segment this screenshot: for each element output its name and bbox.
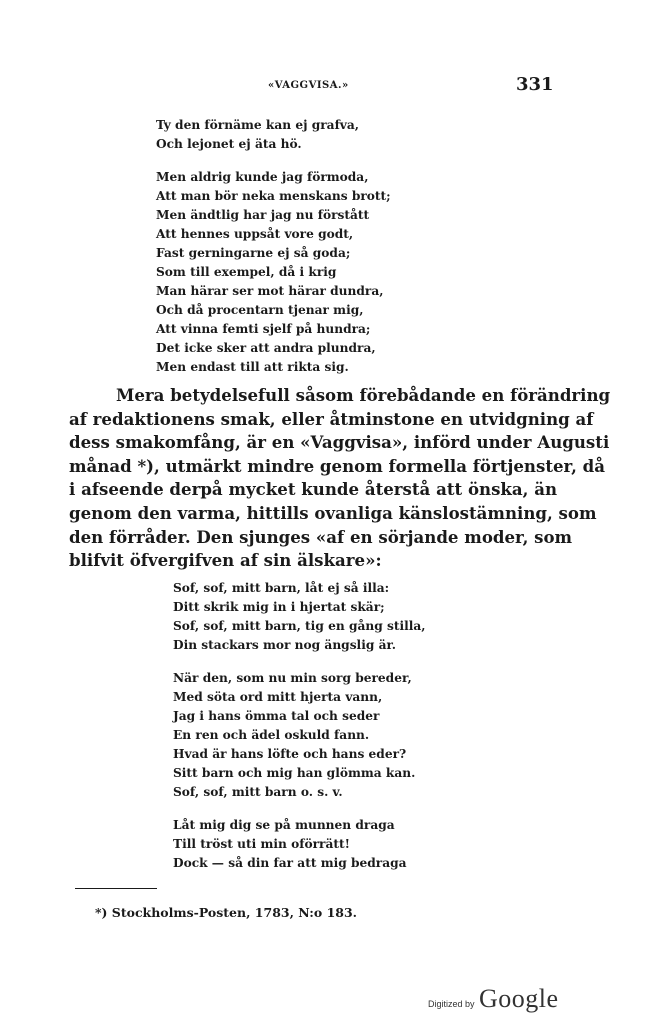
verse-line: Ditt skrik mig in i hjertat skär; [173,600,385,614]
verse-line: Och lejonet ej äta hö. [156,137,302,151]
prose-paragraph [69,384,611,573]
page-number: 331 [516,74,554,95]
verse-line: När den, som nu min sorg bereder, [173,671,412,685]
prose-line: Mera betydelsefull såsom förebådande en förändring [116,385,611,405]
verse-line: Som till exempel, då i krig [156,265,337,279]
verse-line: Dock — så din far att mig bedraga [173,856,407,870]
prose-line: blifvit öfvergifven af sin älskare»: [69,550,382,571]
digitized-watermark [428,984,559,1014]
verse-line: Sof, sof, mitt barn, tig en gång stilla, [173,619,426,633]
verse-line: Till tröst uti min oförrätt! [173,837,350,851]
running-title: «VAGGVISA.» [268,80,349,91]
prose-line: den förråder. Den sjunges «af en sörjande moder, som [69,526,573,547]
verse-line: Men aldrig kunde jag förmoda, [156,170,369,184]
watermark-prefix: Digitized by [428,999,475,1009]
prose-line: genom den varma, hittills ovanliga känslostämning, som [69,502,597,523]
prose-line: dess smakomfång, är en «Vaggvisa», införd under Augusti [69,432,610,453]
verse-top [156,116,391,377]
verse-line: Jag i hans ömma tal och seder [173,709,380,723]
verse-line: Man härar ser mot härar dundra, [156,284,384,298]
verse-line: Ty den förnäme kan ej grafva, [156,118,360,132]
verse-line: Sitt barn och mig han glömma kan. [173,766,416,780]
verse-line: Men endast till att rikta sig. [156,360,349,374]
verse-line: Med söta ord mitt hjerta vann, [173,690,383,704]
google-logo: Google [478,984,559,1013]
prose-line: månad *), utmärkt mindre genom formella förtjenster, då [69,455,605,476]
verse-line: Sof, sof, mitt barn o. s. v. [173,785,343,799]
verse-line: Att vinna femti sjelf på hundra; [156,322,371,336]
lullaby-verse [173,579,426,873]
verse-line: Det icke sker att andra plundra, [156,341,376,355]
verse-line: Och då procentarn tjenar mig, [156,303,364,317]
verse-line: Att hennes uppsåt vore godt, [156,227,354,241]
verse-line: Fast gerningarne ej så goda; [156,246,351,260]
verse-line: Hvad är hans löfte och hans eder? [173,747,407,761]
verse-line: Din stackars mor nog ängslig är. [173,638,397,652]
verse-line: Att man bör neka menskans brott; [156,189,391,203]
verse-line: Sof, sof, mitt barn, låt ej så illa: [173,581,390,595]
verse-line: Men ändtlig har jag nu förstått [156,208,370,222]
prose-line: af redaktionens smak, eller åtminstone en utvidgning af [69,408,594,429]
verse-line: En ren och ädel oskuld fann. [173,728,370,742]
verse-line: Låt mig dig se på munnen draga [173,818,395,832]
footnote-divider [75,888,157,889]
footnote: *) Stockholms-Posten, 1783, N:o 183. [95,905,358,920]
prose-line: i afseende derpå mycket kunde återstå att önska, än [69,479,558,500]
